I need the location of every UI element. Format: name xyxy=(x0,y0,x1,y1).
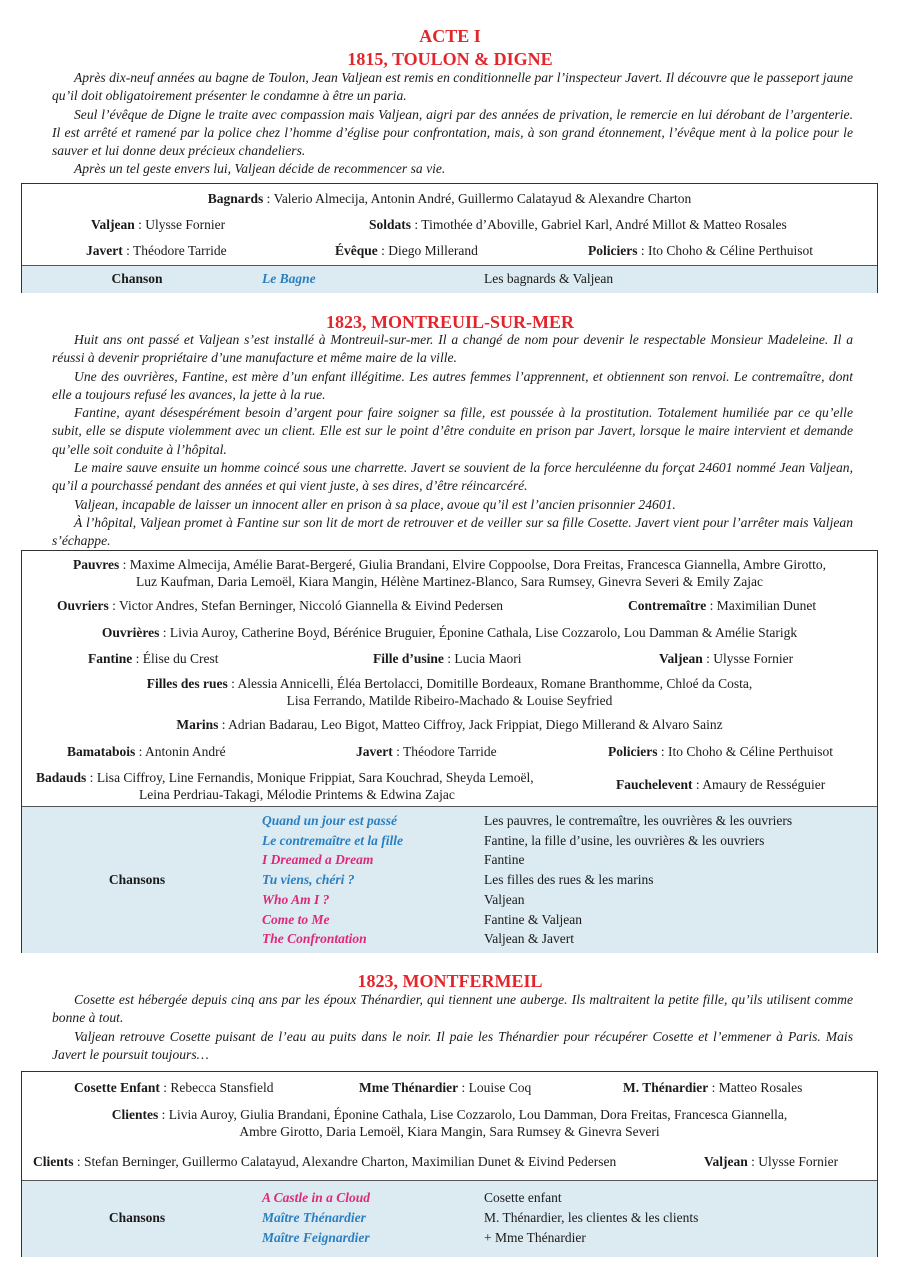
song-performers: + Mme Thénardier xyxy=(484,1230,586,1245)
cast-line-filles-des-rues: Filles des rues : Alessia Annicelli, Éléa Bertolacci, Domitille Bordeaux, Romane Branthomme, Chloé da Costa, Lisa Ferrando, Matilde Ribeiro-Machado & Louise Seyfried xyxy=(146,676,753,708)
actor-names: Timothée d’Aboville, Gabriel Karl, André Millot & Matteo Rosales xyxy=(421,217,787,232)
cast-line-valjean: Valjean : Ulysse Fornier xyxy=(91,217,226,232)
song-performers: Valjean & Javert xyxy=(484,931,574,947)
actor-names: Victor Andres, Stefan Berninger, Niccoló Giannella & Eivind Pedersen xyxy=(119,598,504,613)
role-label: Badauds xyxy=(36,770,87,785)
role-label: Bamatabois xyxy=(67,744,136,759)
cast-line-ouvriers: Ouvriers : Victor Andres, Stefan Berninger, Niccoló Giannella & Eivind Pedersen xyxy=(57,598,504,613)
actor-names: Luz Kaufman, Daria Lemoël, Kiara Mangin, Hélène Martinez-Blanco, Sara Rumsey, Ginevra Severi & Emily Zajac xyxy=(135,574,764,589)
cast-line-soldats: Soldats : Timothée d’Aboville, Gabriel Karl, André Millot & Matteo Rosales xyxy=(369,217,787,232)
cast-block-montreuil xyxy=(21,550,878,953)
actor-names: Ito Choho & Céline Perthuisot xyxy=(648,243,813,258)
song-title: Maître Feignardier xyxy=(262,1230,370,1245)
songs-block-montreuil xyxy=(22,806,877,953)
role-label: Fille d’usine xyxy=(373,651,444,666)
song-performers: Les pauvres, le contremaître, les ouvrières & les ouvriers xyxy=(484,813,793,828)
song-performers: Cosette enfant xyxy=(484,1190,562,1205)
song-performers: Fantine & Valjean xyxy=(484,911,582,927)
synopsis-toulon xyxy=(52,69,853,179)
actor-names: Matteo Rosales xyxy=(718,1080,803,1095)
paragraph: Fantine, ayant désespérément besoin d’argent pour faire soigner sa fille, est poussée à la prostitution. Totalement humiliée par ce qu’elle subit, elle se dispute violemment avec un client. Elle est sur le point d’être conduite en prison par Javert, lorsque le maire intervient et demande qu’elle soit conduite à l’hôpital. xyxy=(52,405,853,457)
role-label: Contremaître xyxy=(628,598,707,613)
songs-label: Chansons xyxy=(108,872,166,887)
song-performers: M. Thénardier, les clientes & les clients xyxy=(484,1210,699,1225)
cast-line-cosette-enfant: Cosette Enfant : Rebecca Stansfield xyxy=(74,1080,274,1095)
cast-line-fauchelevent: Fauchelevent : Amaury de Rességuier xyxy=(616,777,826,792)
cast-line-pauvres: Pauvres : Maxime Almecija, Amélie Barat-Bergeré, Giulia Brandani, Elvire Coppoolse, Dora Freitas, Francesca Giannella, Ambre Girotto, Luz Kaufman, Daria Lemoël, Kiara Mangin, Hélène Martinez-Blanco, Sara Rumsey, Ginevra Severi & Emily Zajac xyxy=(72,557,827,589)
role-label: Javert xyxy=(356,744,393,759)
actor-names: Amaury de Rességuier xyxy=(702,777,826,792)
song-title: Le contremaître et la fille xyxy=(262,832,403,848)
actor-names: Alessia Annicelli, Éléa Bertolacci, Domitille Bordeaux, Romane Branthomme, Chloé da Costa, xyxy=(237,676,753,691)
paragraph: Valjean, incapable de laisser un innocent aller en prison à sa place, avoue qu’il est l’ancien prisonnier 24601. xyxy=(74,496,676,512)
cast-line-mme-thenardier: Mme Thénardier : Louise Coq xyxy=(359,1080,532,1095)
cast-line-fantine: Fantine : Élise du Crest xyxy=(88,651,219,666)
role-label: Policiers xyxy=(588,243,638,258)
role-label: Policiers xyxy=(608,744,658,759)
actor-names: Antonin André xyxy=(145,744,226,759)
actor-names: Ulysse Fornier xyxy=(713,651,794,666)
cast-line-valjean: Valjean : Ulysse Fornier xyxy=(704,1154,839,1169)
role-label: Ouvriers xyxy=(57,598,109,613)
cast-line-policiers: Policiers : Ito Choho & Céline Perthuisot xyxy=(608,744,833,759)
paragraph: Valjean retrouve Cosette puisant de l’eau au puits dans le noir. Il paie les Thénardier pour récupérer Cosette et l’emmener à Paris. Mais Javert le poursuit toujours… xyxy=(52,1028,853,1062)
actor-names: Élise du Crest xyxy=(142,651,219,666)
role-label: Évêque xyxy=(335,243,378,258)
songs-block-toulon xyxy=(22,265,877,293)
paragraph: Le maire sauve ensuite un homme coincé sous une charrette. Javert se souvient de la force herculéenne du forçat 24601 nommé Jean Valjean, qu’il a pourchassé pendant des années et qui vient juste, à ses dires, d’être réincarcéré. xyxy=(52,460,853,494)
cast-line-eveque: Évêque : Diego Millerand xyxy=(335,243,478,258)
role-label: Pauvres xyxy=(72,557,120,572)
paragraph: Cosette est hébergée depuis cinq ans par les époux Thénardier, qui tiennent une auberge. Ils maltraitent la petite fille, qu’ils utilisent comme bonne à tout. xyxy=(52,992,853,1026)
cast-line-javert: Javert : Théodore Tarride xyxy=(86,243,227,258)
role-label: Valjean xyxy=(659,651,703,666)
actor-names: Leina Perdriau-Takagi, Mélodie Printems & Edwina Zajac xyxy=(139,787,455,802)
role-label: Bagnards xyxy=(207,191,264,206)
section-title-montfermeil: 1823, MONTFERMEIL xyxy=(357,971,543,991)
actor-names: Adrian Badarau, Leo Bigot, Matteo Ciffroy, Jack Frippiat, Diego Millerand & Alvaro Sainz xyxy=(228,717,723,732)
song-title: Tu viens, chéri ? xyxy=(262,872,355,888)
actor-names: Théodore Tarride xyxy=(133,243,227,258)
role-label: Clients xyxy=(33,1154,74,1169)
paragraph: À l’hôpital, Valjean promet à Fantine sur son lit de mort de retrouver et de veiller sur sa fille Cosette. Javert vient pour l’arrêter mais Valjean s’échappe. xyxy=(52,514,853,549)
role-label: Mme Thénardier xyxy=(359,1080,459,1095)
cast-block-toulon xyxy=(21,183,878,293)
cast-line-policiers: Policiers : Ito Choho & Céline Perthuisot xyxy=(588,243,813,258)
role-label: Ouvrières xyxy=(101,625,160,640)
song-title: I Dreamed a Dream xyxy=(262,852,374,868)
cast-line-bamatabois: Bamatabois : Antonin André xyxy=(67,744,226,759)
actor-names: Stefan Berninger, Guillermo Calatayud, Alexandre Charton, Maximilian Dunet & Eivind Pedersen xyxy=(84,1154,617,1169)
songs-label: Chanson xyxy=(111,271,163,286)
song-title: The Confrontation xyxy=(262,931,367,947)
cast-line-ouvrieres: Ouvrières : Livia Auroy, Catherine Boyd, Bérénice Bruguier, Éponine Cathala, Lise Cozzarolo, Lou Damman & Amélie Starigk xyxy=(101,625,798,640)
songs-block-montfermeil xyxy=(22,1180,877,1257)
role-label: Valjean xyxy=(91,217,135,232)
actor-names: Théodore Tarride xyxy=(403,744,497,759)
cast-line-clients: Clients : Stefan Berninger, Guillermo Calatayud, Alexandre Charton, Maximilian Dunet & Eivind Pedersen xyxy=(33,1154,617,1169)
actor-names: Lisa Ferrando, Matilde Ribeiro-Machado & Louise Seyfried xyxy=(286,693,613,708)
paragraph: Après un tel geste envers lui, Valjean décide de recommencer sa vie. xyxy=(74,161,446,177)
cast-line-bagnards: Bagnards : Valerio Almecija, Antonin André, Guillermo Calatayud & Alexandre Charton xyxy=(207,191,692,206)
song-title: Maître Thénardier xyxy=(262,1210,366,1225)
role-label: Fantine xyxy=(88,651,133,666)
song-title: Who Am I ? xyxy=(262,891,330,907)
role-label: Valjean xyxy=(704,1154,748,1169)
role-label: Soldats xyxy=(369,217,412,232)
songs-label: Chansons xyxy=(108,1210,166,1225)
song-performers: Les filles des rues & les marins xyxy=(484,872,654,888)
cast-block-montfermeil xyxy=(21,1071,878,1257)
synopsis-montreuil xyxy=(52,331,853,551)
section-title-toulon: 1815, TOULON & DIGNE xyxy=(347,49,553,69)
song-performers: Fantine xyxy=(484,852,525,868)
cast-line-clientes: Clientes : Livia Auroy, Giulia Brandani, Éponine Cathala, Lise Cozzarolo, Lou Damman, Dora Freitas, Francesca Giannella, Ambre Girotto, Daria Lemoël, Kiara Mangin, Sara Rumsey & Ginevra Severi xyxy=(111,1107,788,1139)
cast-line-javert: Javert : Théodore Tarride xyxy=(356,744,497,759)
cast-line-valjean: Valjean : Ulysse Fornier xyxy=(659,651,794,666)
role-label: Filles des rues xyxy=(146,676,228,691)
paragraph: Après dix-neuf années au bagne de Toulon, Jean Valjean est remis en conditionnelle par l’inspecteur Javert. Il découvre que le passeport jaune qu’il doit obligatoirement présenter le condamne à être un paria. xyxy=(52,70,853,104)
actor-names: Ulysse Fornier xyxy=(758,1154,839,1169)
role-label: Cosette Enfant xyxy=(74,1080,160,1095)
role-label: Marins xyxy=(176,717,219,732)
paragraph: Seul l’évêque de Digne le traite avec compassion mais Valjean, aigri par des années de privation, le remercie en lui dérobant de l’argenterie. Il est arrêté et ramené par la police chez l’homme d’église pour confrontation, mais, à son grand étonnement, l’évêque ment à la police pour le sauver et lui donne deux précieux chandeliers. xyxy=(52,106,853,159)
role-label: Fauchelevent xyxy=(616,777,693,792)
paragraph: Une des ouvrières, Fantine, est mère d’un enfant illégitime. Les autres femmes l’apprennent, et obtiennent son renvoi. Le contremaître, dont elle a toujours refusé les avances, la jette à la rue. xyxy=(52,368,853,402)
actor-names: Ito Choho & Céline Perthuisot xyxy=(668,744,833,759)
actor-names: Ambre Girotto, Daria Lemoël, Kiara Mangin, Sara Rumsey & Ginevra Severi xyxy=(239,1124,660,1139)
actor-names: Lisa Ciffroy, Line Fernandis, Monique Frippiat, Sara Kouchrad, Sheyda Lemoël, xyxy=(96,770,534,785)
actor-names: Valerio Almecija, Antonin André, Guillermo Calatayud & Alexandre Charton xyxy=(273,191,692,206)
actor-names: Ulysse Fornier xyxy=(145,217,226,232)
cast-line-contremaitre: Contremaître : Maximilian Dunet xyxy=(628,598,817,613)
song-performers: Les bagnards & Valjean xyxy=(484,271,614,286)
actor-names: Louise Coq xyxy=(468,1080,532,1095)
actor-names: Livia Auroy, Giulia Brandani, Éponine Cathala, Lise Cozzarolo, Lou Damman, Dora Freitas, Francesca Giannella, xyxy=(168,1107,788,1122)
song-performers: Fantine, la fille d’usine, les ouvrières & les ouvriers xyxy=(484,832,765,848)
cast-line-badauds: Badauds : Lisa Ciffroy, Line Fernandis, Monique Frippiat, Sara Kouchrad, Sheyda Lemoël, Leina Perdriau-Takagi, Mélodie Printems & Edwina Zajac xyxy=(36,770,534,802)
actor-names: Maximilian Dunet xyxy=(716,598,817,613)
cast-line-fille-usine: Fille d’usine : Lucia Maori xyxy=(373,651,522,666)
act-title: ACTE I xyxy=(419,26,481,46)
song-title: Le Bagne xyxy=(262,271,316,286)
song-title: Quand un jour est passé xyxy=(262,813,398,828)
section-title-montreuil: 1823, MONTREUIL-SUR-MER xyxy=(325,312,574,332)
paragraph: Huit ans ont passé et Valjean s’est installé à Montreuil-sur-mer. Il a changé de nom pour devenir le respectable Monsieur Madeleine. Il a réussi à devenir propriétaire d’une manufacture et même maire de la ville. xyxy=(52,332,853,366)
role-label: Javert xyxy=(86,243,123,258)
actor-names: Lucia Maori xyxy=(454,651,522,666)
role-label: M. Thénardier xyxy=(623,1080,709,1095)
song-title: A Castle in a Cloud xyxy=(262,1190,371,1205)
actor-names: Maxime Almecija, Amélie Barat-Bergeré, Giulia Brandani, Elvire Coppoolse, Dora Freitas, Francesca Giannella, Ambre Girotto, xyxy=(129,557,827,572)
cast-line-marins: Marins : Adrian Badarau, Leo Bigot, Matteo Ciffroy, Jack Frippiat, Diego Millerand & Alvaro Sainz xyxy=(176,717,723,732)
actor-names: Livia Auroy, Catherine Boyd, Bérénice Bruguier, Éponine Cathala, Lise Cozzarolo, Lou Damman & Amélie Starigk xyxy=(169,625,798,640)
actor-names: Diego Millerand xyxy=(388,243,478,258)
synopsis-montfermeil xyxy=(52,991,853,1064)
song-title: Come to Me xyxy=(262,911,330,927)
song-performers: Valjean xyxy=(484,891,525,907)
actor-names: Rebecca Stansfield xyxy=(170,1080,274,1095)
cast-line-m-thenardier: M. Thénardier : Matteo Rosales xyxy=(623,1080,803,1095)
role-label: Clientes xyxy=(111,1107,159,1122)
